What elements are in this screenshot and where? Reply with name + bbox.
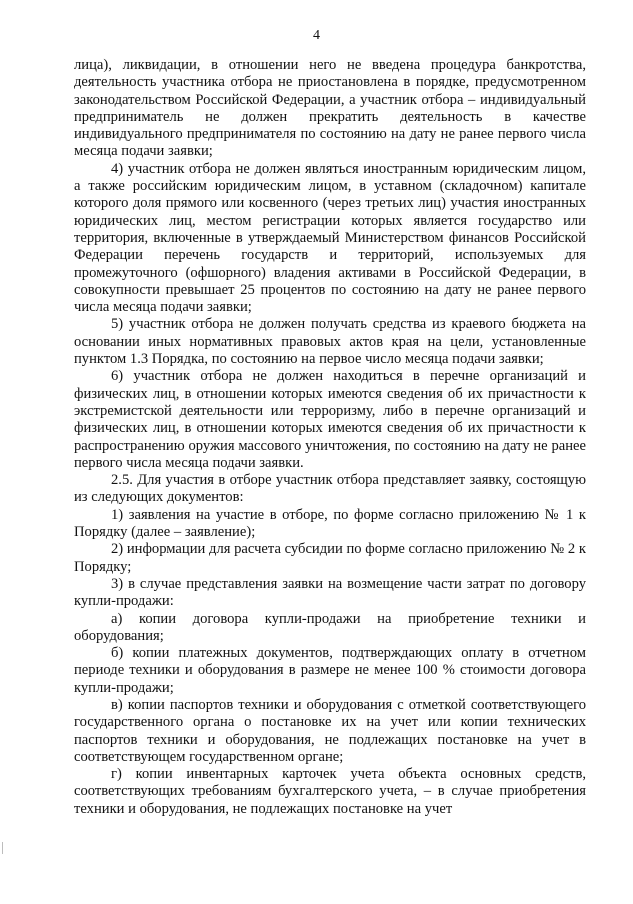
document-body [74, 57, 586, 818]
paragraph-continuation: лица), ликвидации, в отношении него не введена процедура банкротства, деятельность участника отбора не приостановлена в порядке, предусмотренном законодательством Российской Федерации, а участник отбора – индивидуальный предприниматель не должен прекратить деятельность в качестве индивидуального предпринимателя по состоянию на дату не ранее первого числа месяца подачи заявки; [74, 57, 586, 160]
paragraph-section-2-5: 2.5. Для участия в отборе участник отбора представляет заявку, состоящую из следующих документов: [74, 472, 586, 506]
paragraph-doc-3g: г) копии инвентарных карточек учета объекта основных средств, соответствующих требованиям бухгалтерского учета, – в случае приобретения техники и оборудования, не подлежащих постановке на учет [74, 766, 586, 817]
paragraph-doc-2: 2) информации для расчета субсидии по форме согласно приложению № 2 к Порядку; [74, 541, 586, 575]
paragraph-doc-3: 3) в случае представления заявки на возмещение части затрат по договору купли-продажи: [74, 575, 586, 610]
page-number: 4 [313, 28, 320, 43]
paragraph-doc-1: 1) заявления на участие в отборе, по форме согласно приложению № 1 к Порядку (далее – заявление); [74, 506, 586, 541]
paragraph-item-6: 6) участник отбора не должен находиться в перечне организаций и физических лиц, в отношении которых имеются сведения об их причастности к экстремистской деятельности или терроризму, либо в перечне организаций и физических лиц, в отношении которых имеются сведения об их причастности к распространению оружия массового уничтожения, по состоянию на дату не ранее первого числа месяца подачи заявки. [74, 368, 586, 471]
paragraph-item-5: 5) участник отбора не должен получать средства из краевого бюджета на основании иных нормативных правовых актов края на цели, установленные пунктом 1.3 Порядка, по состоянию на первое число месяца подачи заявки; [74, 316, 586, 368]
paragraph-doc-3v: в) копии паспортов техники и оборудования с отметкой соответствующего государственного органа о постановке их на учет или копии технических паспортов техники и оборудования, не подлежащих постановке на учет в соответствующем государственном органе; [74, 696, 586, 765]
scan-edge-mark [2, 842, 3, 854]
paragraph-item-4: 4) участник отбора не должен являться иностранным юридическим лицом, а также российским юридическим лицом, в уставном (складочном) капитале которого доля прямого или косвенного (через третьих лиц) участия иностранных юридических лиц, местом регистрации которых является государство или территория, включенные в утверждаемый Министерством финансов Российской Федерации перечень государств и территорий, используемых для промежуточного (офшорного) владения активами в Российской Федерации, в совокупности превышает 25 процентов по состоянию на дату не ранее первого числа месяца подачи заявки; [74, 160, 586, 316]
paragraph-doc-3b: б) копии платежных документов, подтверждающих оплату в отчетном периоде техники и оборудования в размере не менее 100 % стоимости договора купли-продажи; [74, 645, 586, 696]
paragraph-doc-3a: а) копии договора купли-продажи на приобретение техники и оборудования; [74, 610, 586, 644]
